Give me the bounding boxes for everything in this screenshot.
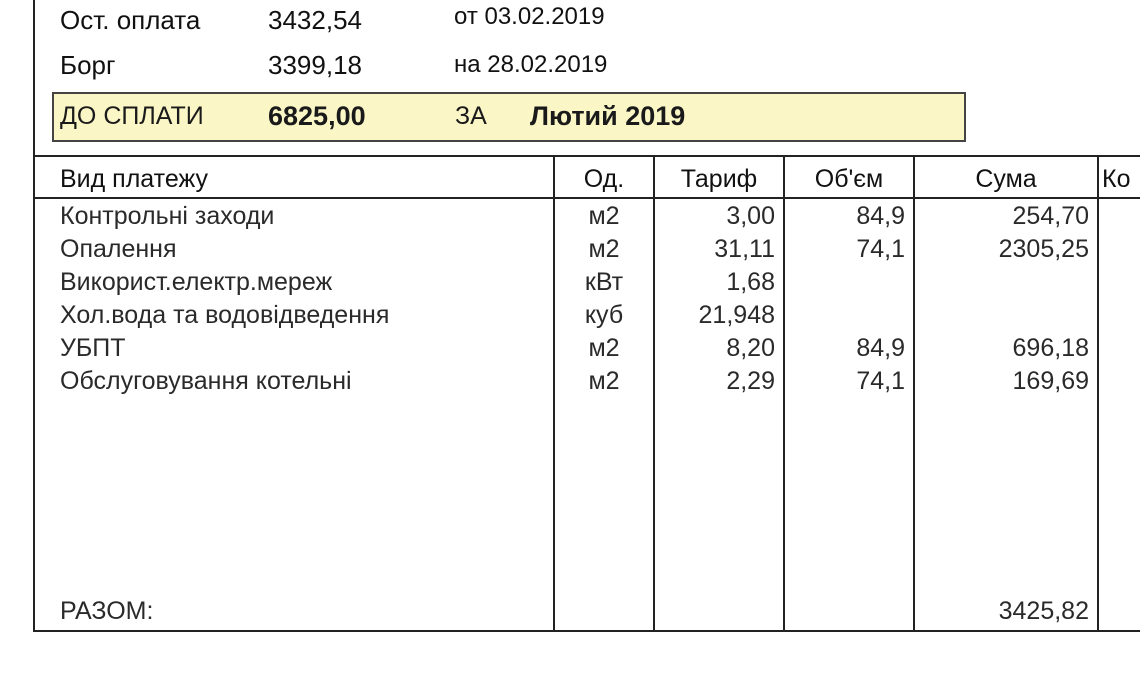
debt-date: на 28.02.2019	[454, 51, 608, 78]
debt-value: 3399,18	[268, 50, 362, 80]
total-sum: 3425,82	[998, 597, 1089, 625]
col-sep-extra	[1097, 155, 1099, 632]
table-header-divider	[33, 197, 1140, 199]
table-row-tariff: 1,68	[726, 268, 775, 296]
prev-payment-value: 3432,54	[268, 5, 362, 35]
table-row-volume: 84,9	[856, 334, 905, 362]
table-row-tariff: 31,11	[714, 235, 775, 263]
table-top-border	[33, 155, 1140, 157]
to-pay-for-label: ЗА	[455, 102, 487, 130]
table-row-tariff: 21,948	[698, 301, 775, 329]
table-row-name: Контрольні заходи	[60, 202, 275, 230]
col-header-volume: Об'єм	[814, 165, 884, 193]
prev-payment-label: Ост. оплата	[60, 5, 201, 35]
to-pay-amount: 6825,00	[268, 101, 366, 131]
table-row-tariff: 2,29	[726, 367, 775, 395]
col-header-unit: Од.	[583, 165, 625, 193]
table-row-unit: м2	[588, 367, 620, 395]
table-row-tariff: 8,20	[726, 334, 775, 362]
table-row-unit: куб	[584, 301, 624, 329]
table-bottom-border	[33, 630, 1140, 632]
col-header-name: Вид платежу	[60, 165, 208, 193]
to-pay-period: Лютий 2019	[530, 101, 686, 131]
total-label: РАЗОМ:	[60, 597, 154, 625]
table-row-name: Хол.вода та водовідведення	[60, 301, 390, 329]
table-row-sum: 2305,25	[998, 235, 1089, 263]
table-row-name: Опалення	[60, 235, 177, 263]
table-row-name: УБПТ	[60, 334, 126, 362]
col-header-extra: Ко	[1102, 165, 1131, 193]
table-row-sum: 254,70	[1012, 202, 1089, 230]
table-row-name: Використ.електр.мереж	[60, 268, 333, 296]
table-row-unit: кВт	[584, 268, 624, 296]
to-pay-label: ДО СПЛАТИ	[60, 102, 204, 130]
left-border	[33, 0, 35, 632]
table-row-volume: 74,1	[856, 235, 905, 263]
prev-payment-date: от 03.02.2019	[454, 3, 605, 30]
table-row-unit: м2	[588, 235, 620, 263]
table-row-unit: м2	[588, 334, 620, 362]
table-row-tariff: 3,00	[726, 202, 775, 230]
table-row-name: Обслуговування котельні	[60, 367, 352, 395]
table-row-sum: 696,18	[1012, 334, 1089, 362]
table-row-volume: 84,9	[856, 202, 905, 230]
table-row-sum: 169,69	[1012, 367, 1089, 395]
table-row-volume: 74,1	[856, 367, 905, 395]
debt-label: Борг	[60, 50, 116, 80]
col-header-sum: Сума	[975, 165, 1037, 193]
table-row-unit: м2	[588, 202, 620, 230]
col-header-tariff: Тариф	[680, 165, 758, 193]
